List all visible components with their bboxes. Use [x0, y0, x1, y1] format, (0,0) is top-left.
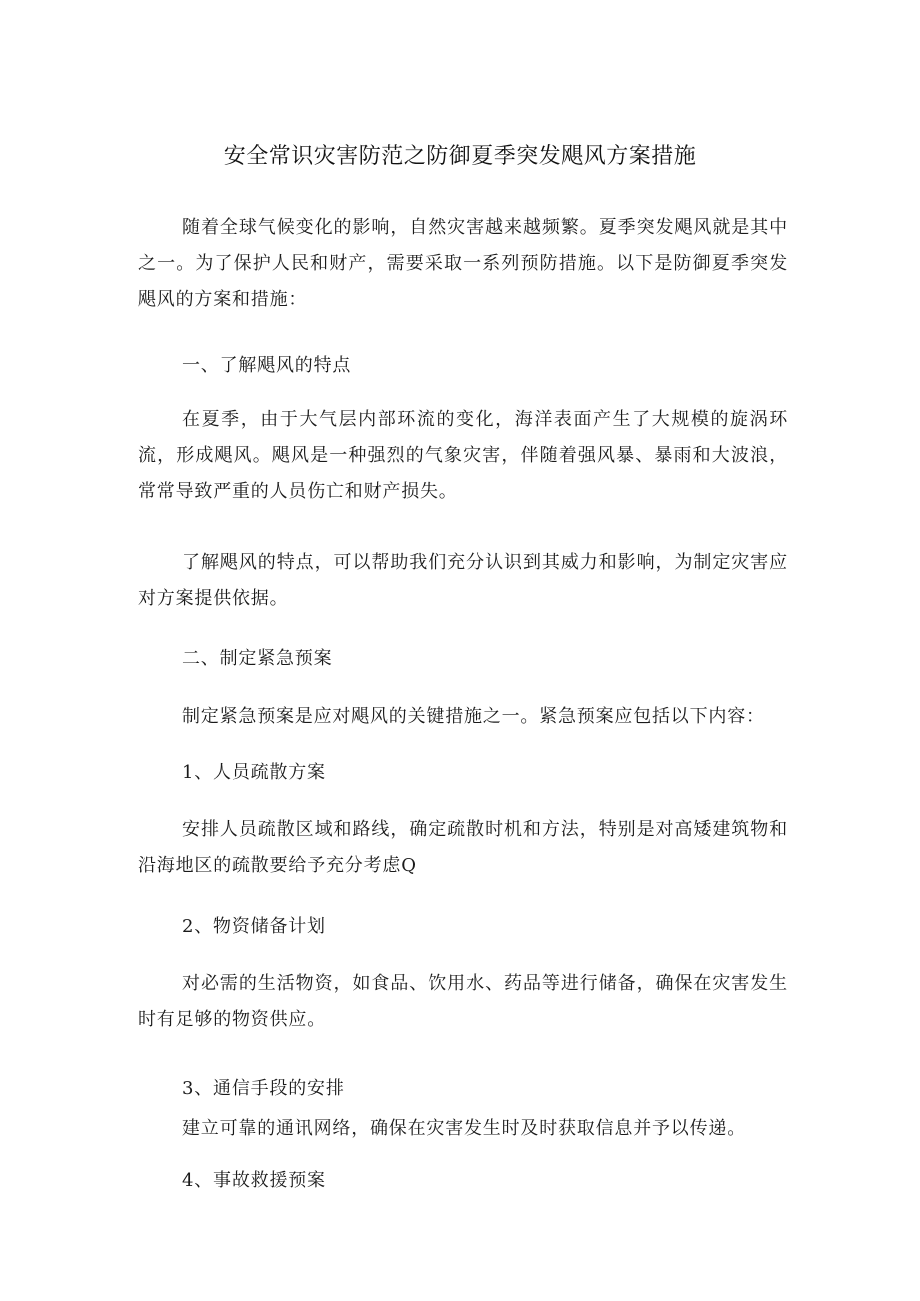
- item-3-heading: 3、通信手段的安排: [182, 1078, 345, 1099]
- item-1-text: 安排人员疏散区域和路线，确定疏散时机和方法，特别是对高矮建筑物和沿海地区的疏散要给予充分考虑Q: [138, 819, 788, 876]
- page-title: 安全常识灾害防范之防御夏季突发飓风方案措施: [223, 144, 697, 169]
- item-4-heading: 4、事故救援预案: [182, 1170, 326, 1191]
- item-3-text: 建立可靠的通讯网络，确保在灾害发生时及时获取信息并予以传递。: [182, 1118, 746, 1139]
- section-1-paragraph-1: 在夏季，由于大气层内部环流的变化，海洋表面产生了大规模的旋涡环流，形成飓风。飓风是一种强烈的气象灾害，伴随着强风暴、暴雨和大波浪，常常导致严重的人员伤亡和财产损失。: [138, 409, 788, 502]
- item-2-heading: 2、物资储备计划: [182, 916, 326, 937]
- item-1-heading: 1、人员疏散方案: [182, 762, 326, 783]
- section-1-heading: 一、了解飓风的特点: [182, 355, 352, 376]
- section-1-paragraph-2: 了解飓风的特点，可以帮助我们充分认识到其威力和影响，为制定灾害应对方案提供依据。: [138, 552, 788, 609]
- section-2-intro: 制定紧急预案是应对飓风的关键措施之一。紧急预案应包括以下内容：: [182, 706, 765, 727]
- intro-paragraph: 随着全球气候变化的影响，自然灾害越来越频繁。夏季突发飓风就是其中之一。为了保护人民和财产，需要采取一系列预防措施。以下是防御夏季突发飓风的方案和措施：: [138, 217, 788, 310]
- section-2-heading: 二、制定紧急预案: [182, 648, 333, 669]
- item-2-text: 对必需的生活物资，如食品、饮用水、药品等进行储备，确保在灾害发生时有足够的物资供应。: [138, 973, 788, 1030]
